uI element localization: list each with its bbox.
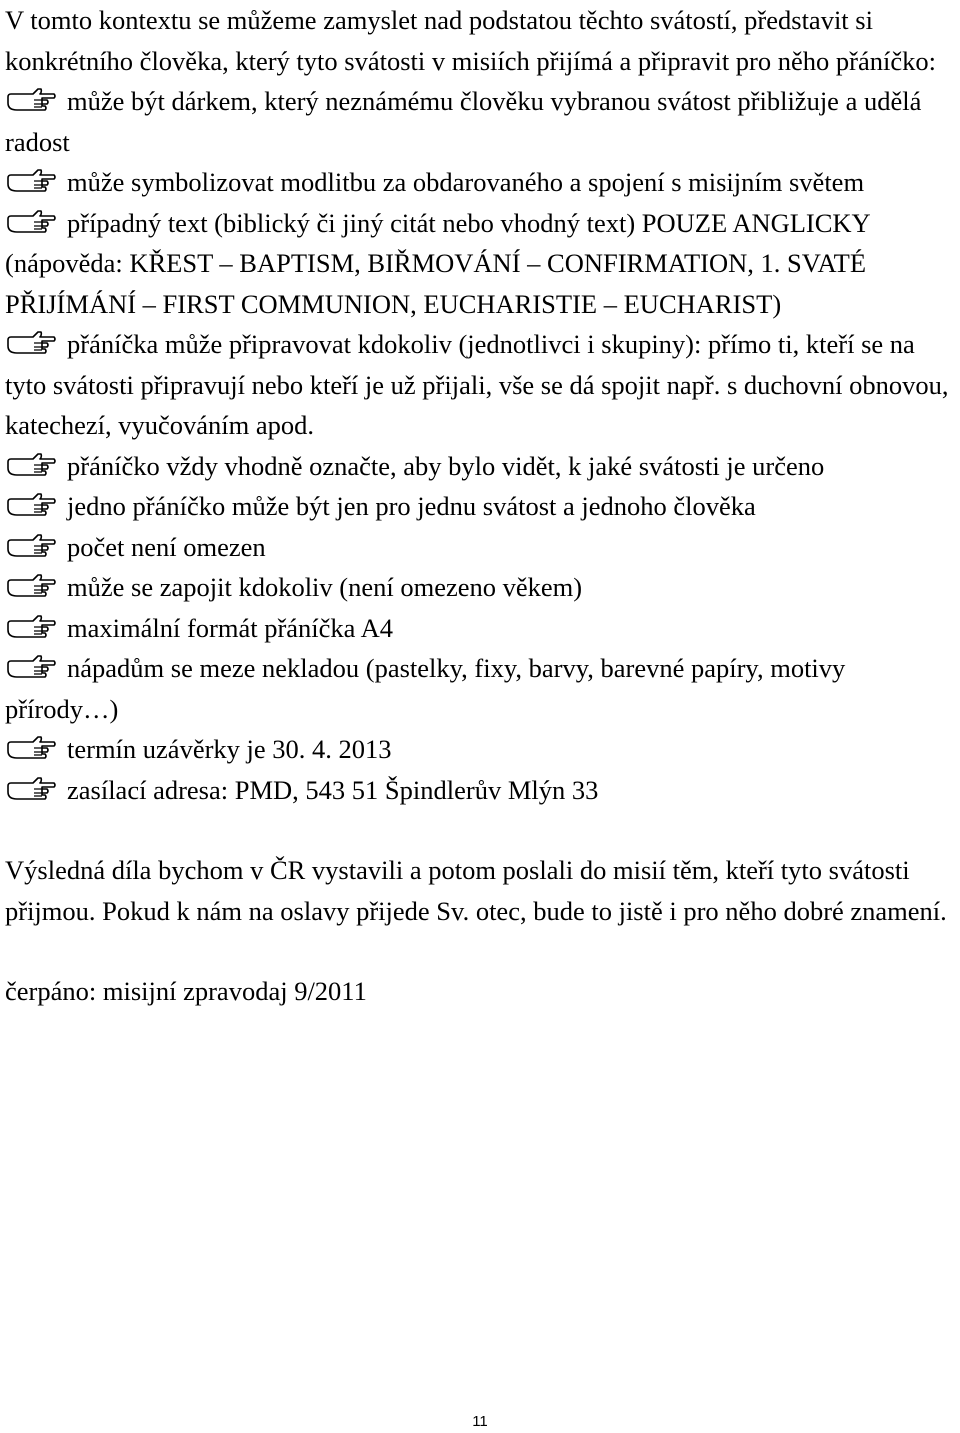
list-item-text: počet není omezen xyxy=(67,531,266,562)
pointing-hand-icon xyxy=(5,331,67,355)
list-item-text: přáníčko vždy vhodně označte, aby bylo vidět, k jaké svátosti je určeno xyxy=(67,450,825,481)
page-number: 11 xyxy=(472,1413,488,1430)
pointing-hand-icon xyxy=(5,615,67,639)
closing-paragraph: Výsledná díla bychom v ČR vystavili a potom poslali do misií těm, kteří tyto svátosti přijmou. Pokud k nám na oslavy přijede Sv. otec, bude to jistě i pro něho dobré znamení. xyxy=(5,855,947,926)
list-item xyxy=(5,162,955,203)
pointing-hand-icon xyxy=(5,574,67,598)
list-item-text: nápadům se meze nekladou (pastelky, fixy, barvy, barevné papíry, motivy přírody…) xyxy=(5,653,846,724)
spacer xyxy=(5,810,955,850)
list-item xyxy=(5,486,955,527)
intro-paragraph: V tomto kontextu se můžeme zamyslet nad podstatou těchto svátostí, představit si konkrétního člověka, který tyto svátosti v misiích přijímá a připravit pro něho přáníčko: xyxy=(5,5,936,76)
list-item-text: maximální formát přáníčka A4 xyxy=(67,612,393,643)
pointing-hand-icon xyxy=(5,736,67,760)
list-item-text: případný text (biblický či jiný citát nebo vhodný text) POUZE ANGLICKY (nápověda: KŘEST – BAPTISM, BIŘMOVÁNÍ – CONFIRMATION, 1. SVATÉ PŘIJÍMÁNÍ – FIRST COMMUNION, EUCHARISTIE – EUCHARIST) xyxy=(5,207,870,319)
pointing-hand-icon xyxy=(5,88,67,112)
document-page xyxy=(5,0,955,1012)
pointing-hand-icon xyxy=(5,169,67,193)
list-item-text: může být dárkem, který neznámému člověku vybranou svátost přibližuje a udělá radost xyxy=(5,86,922,157)
list-item-text: může se zapojit kdokoliv (není omezeno věkem) xyxy=(67,572,583,602)
list-item xyxy=(5,324,955,446)
spacer xyxy=(5,931,955,971)
list-item-text: zasílací adresa: PMD, 543 51 Špindlerův Mlýn 33 xyxy=(67,774,599,805)
bullet-list xyxy=(5,81,955,810)
list-item-text: jedno přáníčko může být jen pro jednu svátost a jednoho člověka xyxy=(67,491,756,521)
list-item xyxy=(5,567,955,608)
list-item-text: může symbolizovat modlitbu za obdarovaného a spojení s misijním světem xyxy=(67,167,865,197)
pointing-hand-icon xyxy=(5,453,67,477)
list-item xyxy=(5,81,955,162)
list-item xyxy=(5,770,955,811)
list-item xyxy=(5,203,955,325)
pointing-hand-icon xyxy=(5,655,67,679)
list-item xyxy=(5,527,955,568)
list-item-text: přáníčka může připravovat kdokoliv (jednotlivci i skupiny): přímo ti, kteří se na tyto svátosti připravují nebo kteří je už přijali, vše se dá spojit např. s duchovní obnovou, katechezí, vyučováním apod. xyxy=(5,329,949,440)
pointing-hand-icon xyxy=(5,210,67,234)
pointing-hand-icon xyxy=(5,534,67,558)
source-note: čerpáno: misijní zpravodaj 9/2011 xyxy=(5,976,367,1006)
list-item xyxy=(5,446,955,487)
list-item xyxy=(5,729,955,770)
list-item xyxy=(5,648,955,729)
pointing-hand-icon xyxy=(5,777,67,801)
list-item-text: termín uzávěrky je 30. 4. 2013 xyxy=(67,734,392,764)
list-item xyxy=(5,608,955,649)
pointing-hand-icon xyxy=(5,493,67,517)
